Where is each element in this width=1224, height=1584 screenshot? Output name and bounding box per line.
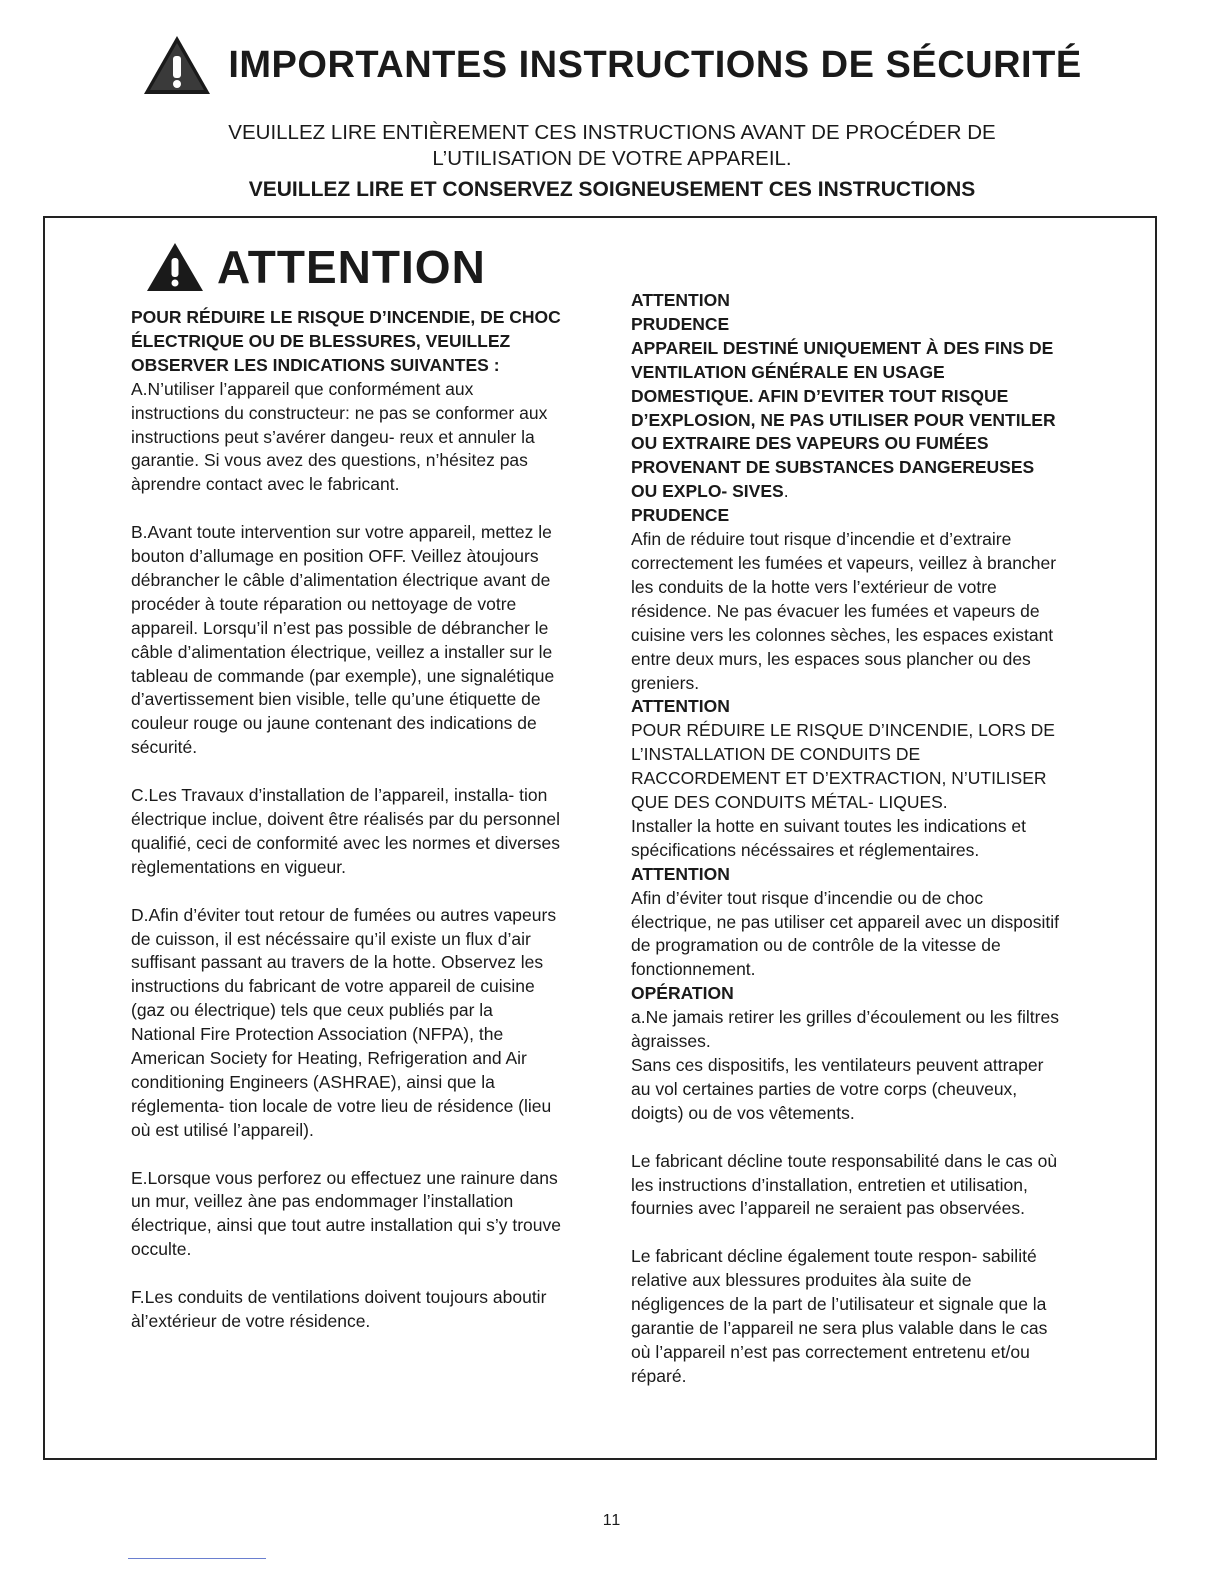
heading-attention-3: ATTENTION [631, 863, 730, 884]
subtitle-line-2: L’UTILISATION DE VOTRE APPAREIL. [432, 147, 792, 170]
heading-attention-1: ATTENTION [631, 290, 730, 310]
operation-paragraph: Sans ces dispositifs, les ventilateurs peuvent attraper au vol certaines parties de votre corps (cheuveux, doigts) ou de vos vêtements. [631, 1055, 1044, 1123]
ventilation-warning-bold: APPAREIL DESTINÉ UNIQUEMENT À DES FINS DE VENTILATION GÉNÉRALE EN USAGE DOMESTIQUE. AFIN D’EVITER TOUT RISQUE D’EXPLOSION, NE PAS UTILISER POUR VENTILER OU EXTRAIRE DES VAPEURS OU FUMÉES PROVENANT DE SUBSTANCES DANGEREUSES OU EXPLO- SIVES [631, 337, 1056, 502]
item-f: F.Les conduits de ventilations doivent toujours aboutir àl’extérieur de votre résidence. [131, 1287, 547, 1331]
item-e: E.Lorsque vous perforez ou effectuez une rainure dans un mur, veillez àne pas endommager l’installation électrique, ainsi que tout autre installation qui s’y trouve occulte. [131, 1167, 561, 1260]
ventilation-warning-end: . [783, 481, 789, 502]
footer-rule [128, 1558, 266, 1559]
subtitle-bold: VEUILLEZ LIRE ET CONSERVEZ SOIGNEUSEMENT CES INSTRUCTIONS [248, 178, 976, 201]
warning-triangle-icon [142, 34, 212, 96]
left-column [131, 306, 561, 1334]
title-row [0, 34, 1224, 96]
item-c: C.Les Travaux d’installation de l’appareil, installa- tion électrique inclue, doivent être réalisés par du personnel qualifié, ceci de conformité avec les normes et diverses règlementations en vigueur. [131, 785, 561, 877]
conduits-warning: POUR RÉDUIRE LE RISQUE D’INCENDIE, LORS DE L’INSTALLATION DE CONDUITS DE RACCORDEMENT ET D’EXTRACTION, N’UTILISER QUE DES CONDUITS MÉTAL- LIQUES. [631, 720, 1055, 813]
right-column [631, 289, 1063, 1389]
heading-prudence-1: PRUDENCE [631, 313, 730, 334]
page-title: IMPORTANTES INSTRUCTIONS DE SÉCURITÉ [228, 43, 1082, 86]
liability-paragraph-1: Le fabricant décline toute responsabilité dans le cas où les instructions d’installation, entretien et utilisation, fournies avec l’appareil ne seraient pas observées. [631, 1150, 1058, 1219]
subtitle-line-1: VEUILLEZ LIRE ENTIÈREMENT CES INSTRUCTIONS AVANT DE PROCÉDER DE [228, 121, 996, 144]
speed-control-paragraph: Afin d’éviter tout risque d’incendie ou de choc électrique, ne pas utiliser cet appareil avec un dispositif de programation ou de contrôle de la vitesse de fonctionnement. [631, 887, 1060, 980]
item-b: B.Avant toute intervention sur votre appareil, mettez le bouton d’allumage en position OFF. Veillez àtoujours débrancher le câble d’alimentation électrique avant de procéder à toute réparation ou nettoyage de votre appareil. Lorsqu’il n’est pas possible de débrancher le câble d’alimentation électrique, veillez a installer sur le tableau de commande (par exemple), une signalétique d’avertissement bien visible, telle qu’une étiquette de couleur rouge ou jaune contenant des indications de sécurité. [131, 522, 555, 758]
ventilation-warning [631, 337, 1063, 504]
left-intro: POUR RÉDUIRE LE RISQUE D’INCENDIE, DE CHOC ÉLECTRIQUE OU DE BLESSURES, VEUILLEZ OBSERVER LES INDICATIONS SUIVANTES : [131, 307, 561, 375]
attention-word: ATTENTION [217, 241, 486, 293]
install-paragraph: Installer la hotte en suivant toutes les indications et spécifications nécéssaires et réglementaires. [631, 815, 1026, 860]
attention-heading [145, 240, 486, 294]
item-a: A.N’utiliser l’appareil que conformément aux instructions du constructeur: ne pas se conformer aux instructions peut s’avérer dangeu- reux et annuler la garantie. Si vous avez des questions, n’hésitez pas àprendre contact avec le fabricant. [131, 378, 548, 495]
heading-prudence-2: PRUDENCE [631, 505, 730, 526]
page-number: 11 [602, 1512, 622, 1529]
operation-item-a: a.Ne jamais retirer les grilles d’écoulement ou les filtres àgraisses. [631, 1007, 1059, 1052]
heading-operation: OPÉRATION [631, 983, 734, 1004]
warning-triangle-icon [145, 241, 205, 293]
item-d: D.Afin d’éviter tout retour de fumées ou autres vapeurs de cuisson, il est nécéssaire qu’il existe un flux d’air suffisant passant au travers de la hotte. Observez les instructions du fabricant de votre appareil de cuisine (gaz ou électrique) tels que ceux publiés par la National Fire Protection Association (NFPA), the American Society for Heating, Refrigeration and Air conditioning Engineers (ASHRAE), ainsi que la réglementa- tion locale de votre lieu de résidence (lieu où est utilisé l’appareil). [131, 904, 557, 1140]
liability-paragraph-2: Le fabricant décline également toute respon- sabilité relative aux blessures produites àla suite de négligences de la part de l’utilisateur et signale que la garantie de l’appareil ne sera plus valable dans le cas où l’appareil n’est pas correctement entretenu et/ou réparé. [631, 1246, 1048, 1386]
prudence-paragraph: Afin de réduire tout risque d’incendie et d’extraire correctement les fumées et vapeurs, veillez à brancher les conduits de la hotte vers l’extérieur de votre résidence. Ne pas évacuer les fumées et vapeurs de cuisine vers les colonnes sèches, les espaces existant entre deux murs, les espaces sous plancher ou des greniers. [631, 529, 1057, 693]
heading-attention-2: ATTENTION [631, 696, 730, 717]
